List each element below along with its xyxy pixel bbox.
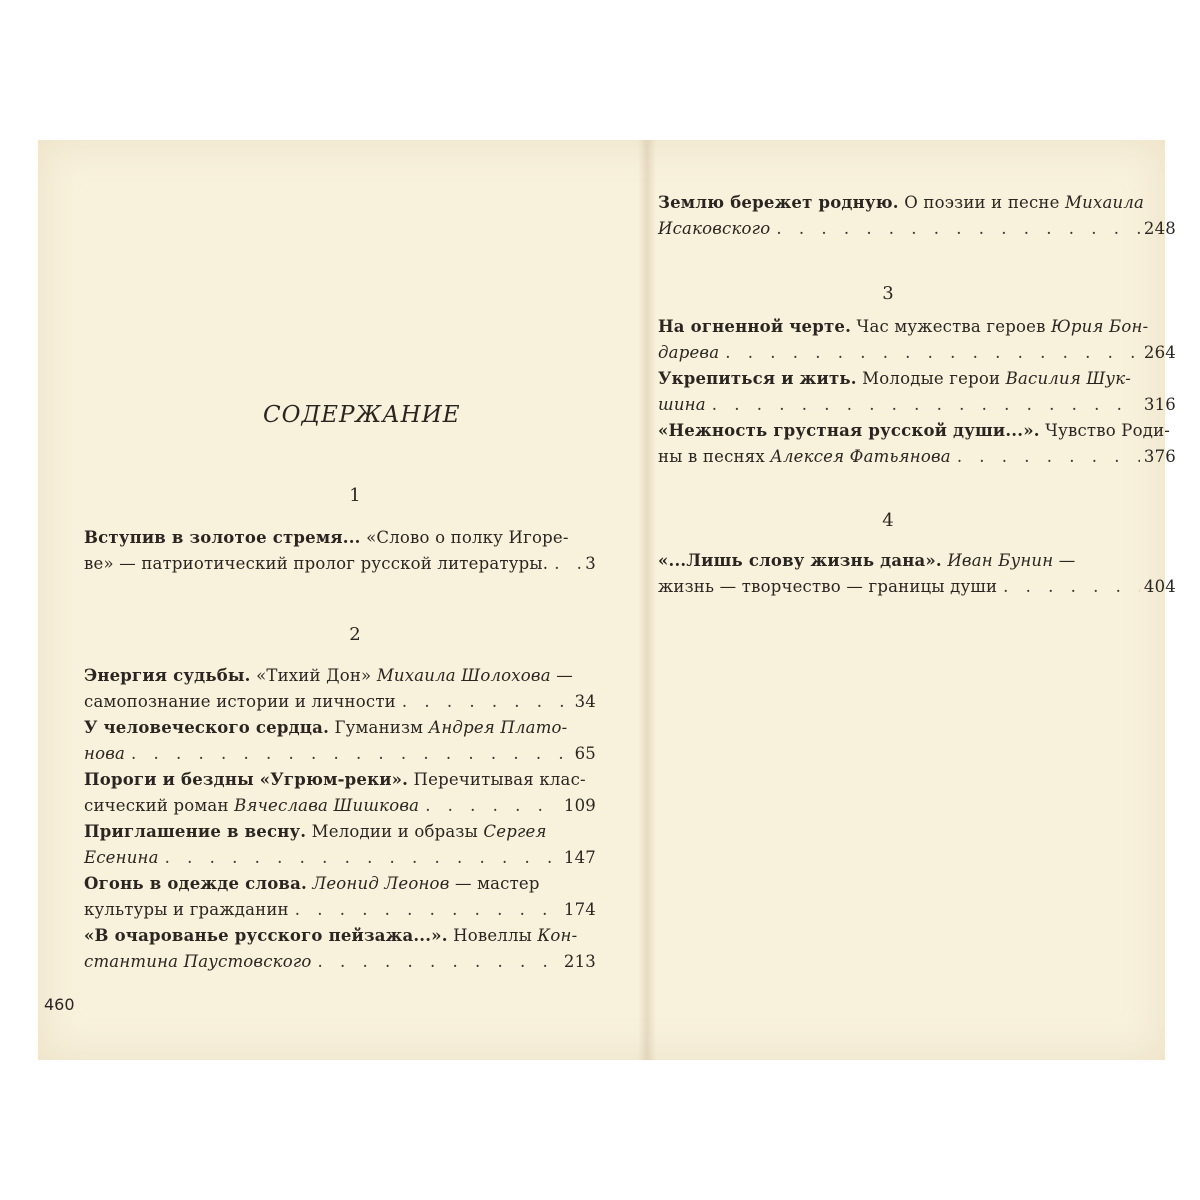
- page-number: 213: [563, 952, 596, 971]
- entry-text: [658, 392, 706, 418]
- book-gutter: [638, 140, 656, 1060]
- toc-entry: [84, 871, 596, 923]
- toc-entry-line: [658, 392, 1176, 418]
- page-number: 248: [1143, 219, 1176, 238]
- toc-title: СОДЕРЖАНИЕ: [263, 402, 461, 428]
- entry-author: стантина Паустовского: [84, 952, 312, 971]
- entry-text: [84, 663, 573, 689]
- dot-leader: [719, 340, 1140, 366]
- entry-description: Час мужества героев: [851, 317, 1051, 336]
- dot-leader: [396, 689, 571, 715]
- left-page: [38, 140, 638, 1060]
- toc-entry: [658, 548, 1176, 600]
- dot-leader: [548, 551, 581, 577]
- entry-text: [658, 418, 1170, 444]
- entry-description: ны в песнях: [658, 447, 771, 466]
- toc-entry-line: [84, 715, 596, 741]
- entry-text: [658, 190, 1144, 216]
- entry-heading: Энергия судьбы.: [84, 666, 251, 685]
- entry-description: самопознание истории и личности: [84, 692, 396, 711]
- page-number: 65: [574, 744, 596, 763]
- entry-text: [84, 897, 289, 923]
- entry-description: сический роман: [84, 796, 235, 815]
- entry-heading: Укрепиться и жить.: [658, 369, 857, 388]
- page-number: 109: [563, 796, 596, 815]
- entry-description: Чувство Роди-: [1039, 421, 1171, 440]
- entry-heading: «...Лишь слову жизнь дана».: [658, 551, 942, 570]
- entry-text: [658, 444, 951, 470]
- section-number: 3: [882, 283, 894, 304]
- toc-entry-line: [84, 897, 596, 923]
- entry-text: [658, 574, 997, 600]
- entry-author: Есенина: [84, 848, 159, 867]
- dot-leader: [312, 949, 560, 975]
- entry-heading: «Нежность грустная русской души...».: [658, 421, 1040, 440]
- right-page: [656, 140, 1176, 1060]
- entry-author: Леонид Леонов: [312, 874, 450, 893]
- toc-entry-line: [84, 551, 596, 577]
- entry-text: [658, 314, 1148, 340]
- entry-author: Иван Бунин —: [947, 551, 1076, 570]
- entry-text: [84, 793, 419, 819]
- entry-text: [84, 525, 569, 551]
- toc-entry-line: [84, 923, 596, 949]
- entry-heading: Пороги и бездны «Угрюм-реки».: [84, 770, 409, 789]
- entry-text: [84, 551, 548, 577]
- toc-entry: [658, 418, 1176, 470]
- entry-author: Вячеслава Шишкова: [234, 796, 420, 815]
- entry-heading: У человеческого сердца.: [84, 718, 330, 737]
- entry-text: [658, 366, 1131, 392]
- entry-description: «Слово о полку Игоре-: [360, 528, 569, 547]
- entry-text: [658, 340, 719, 366]
- entry-author: Василия Шук-: [1005, 369, 1132, 388]
- page-number: 316: [1143, 395, 1176, 414]
- entry-text: [84, 767, 586, 793]
- section-number: 4: [882, 510, 894, 531]
- dot-leader: [125, 741, 571, 767]
- page-number: 264: [1143, 343, 1176, 362]
- dot-leader: [289, 897, 560, 923]
- entry-text: [658, 548, 1075, 574]
- entry-author: Андрея Плато-: [428, 718, 568, 737]
- toc-entry-line: [658, 314, 1176, 340]
- toc-entry-line: [84, 819, 596, 845]
- toc-entry-line: [658, 548, 1176, 574]
- toc-entry-line: [84, 689, 596, 715]
- entry-text: [658, 216, 770, 242]
- entry-description: Мелодии и образы: [306, 822, 484, 841]
- entry-description: Молодые герои: [856, 369, 1006, 388]
- toc-entry-line: [84, 663, 596, 689]
- entry-text: [84, 923, 577, 949]
- toc-entry-line: [658, 340, 1176, 366]
- toc-entry-line: [84, 949, 596, 975]
- entry-heading: Землю бережет родную.: [658, 193, 899, 212]
- entry-description: Новеллы: [447, 926, 538, 945]
- toc-entry-line: [84, 871, 596, 897]
- toc-entry: [84, 767, 596, 819]
- toc-entry: [84, 923, 596, 975]
- book-spread: [38, 140, 1176, 1060]
- entry-author: Михаила: [1065, 193, 1145, 212]
- page-folio: 460: [44, 995, 75, 1014]
- entry-text: [84, 819, 547, 845]
- entry-text: [84, 871, 540, 897]
- toc-entry-line: [658, 190, 1176, 216]
- entry-description: — мастер: [449, 874, 540, 893]
- dot-leader: [997, 574, 1140, 600]
- toc-entry: [84, 663, 596, 715]
- entry-author: нова: [84, 744, 126, 763]
- toc-entry: [84, 525, 596, 577]
- entry-description: Гуманизм: [329, 718, 429, 737]
- page-number: 404: [1143, 577, 1176, 596]
- entry-description: «Тихий Дон»: [250, 666, 377, 685]
- entry-heading: Вступив в золотое стремя...: [84, 528, 361, 547]
- entry-author: Сергея: [483, 822, 547, 841]
- dot-leader: [159, 845, 560, 871]
- toc-entry-line: [658, 418, 1176, 444]
- entry-heading: «В очарованье русского пейзажа...».: [84, 926, 448, 945]
- page-number: 3: [585, 554, 596, 573]
- page-number: 174: [563, 900, 596, 919]
- entry-description: жизнь — творчество — границы души: [658, 577, 998, 596]
- entry-heading: На огненной черте.: [658, 317, 852, 336]
- toc-entry-line: [84, 845, 596, 871]
- entry-author: Кон-: [537, 926, 578, 945]
- toc-entry-line: [84, 741, 596, 767]
- toc-entry: [84, 819, 596, 871]
- section-number: 1: [349, 485, 361, 506]
- entry-author: Михаила Шолохова —: [376, 666, 573, 685]
- toc-entry-line: [84, 767, 596, 793]
- page-number: 376: [1143, 447, 1176, 466]
- toc-entry-line: [84, 525, 596, 551]
- toc-entry-line: [658, 366, 1176, 392]
- entry-text: [84, 845, 159, 871]
- toc-entry-line: [658, 444, 1176, 470]
- entry-text: [84, 689, 396, 715]
- toc-entry-line: [84, 793, 596, 819]
- entry-author: дарева: [658, 343, 720, 362]
- toc-entry-line: [658, 216, 1176, 242]
- entry-heading: Приглашение в весну.: [84, 822, 307, 841]
- entry-description: Перечитывая клас-: [408, 770, 586, 789]
- entry-description: О поэзии и песне: [898, 193, 1066, 212]
- toc-entry: [658, 190, 1176, 242]
- toc-entry: [658, 314, 1176, 366]
- entry-heading: Огонь в одежде слова.: [84, 874, 307, 893]
- page-number: 34: [574, 692, 596, 711]
- toc-entry-line: [658, 574, 1176, 600]
- entry-text: [84, 715, 567, 741]
- entry-author: шина: [658, 395, 706, 414]
- entry-text: [84, 949, 312, 975]
- toc-entry: [84, 715, 596, 767]
- dot-leader: [951, 444, 1140, 470]
- section-number: 2: [349, 624, 361, 645]
- entry-description: культуры и гражданин: [84, 900, 289, 919]
- entry-text: [84, 741, 125, 767]
- dot-leader: [419, 793, 560, 819]
- dot-leader: [706, 392, 1140, 418]
- entry-author: Исаковского: [658, 219, 771, 238]
- entry-author: Алексея Фатьянова: [770, 447, 951, 466]
- dot-leader: [770, 216, 1140, 242]
- toc-entry: [658, 366, 1176, 418]
- entry-description: ве» — патриотический пролог русской литературы.: [84, 554, 549, 573]
- page-number: 147: [563, 848, 596, 867]
- entry-author: Юрия Бон-: [1051, 317, 1149, 336]
